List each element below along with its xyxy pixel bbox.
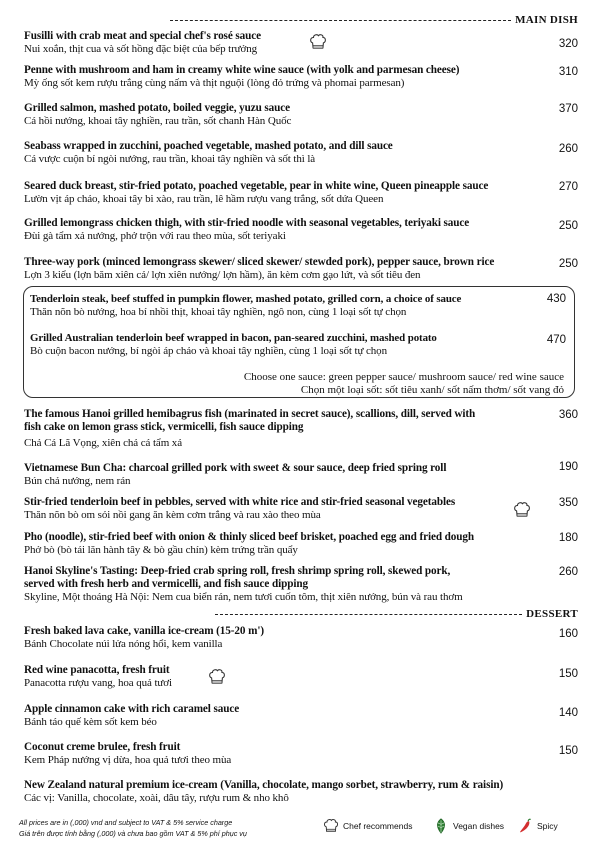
menu-item [24,496,578,522]
dessert-title: DESSERT [526,608,578,620]
item-name-en: Seared duck breast, stir-fried potato, poached vegetable, pear in white wine, Queen pineapple sauce [24,180,489,192]
menu-item [24,180,578,206]
item-price: 370 [558,103,578,115]
menu-item [24,625,578,651]
item-name-en: Three-way pork (minced lemongrass skewer/ sliced skewer/ stewded pork), pepper sauce, brown rice [24,256,495,268]
menu-item [24,462,578,488]
menu-item [24,140,578,166]
item-price: 190 [558,461,578,473]
item-name-vi: Panacotta rượu vang, hoa quả tươi [24,677,172,689]
legend-label: Spicy [537,821,558,831]
item-price: 250 [558,258,578,270]
item-name-vi: Cá vược cuộn bí ngòi nướng, rau trần, khoai tây nghiền và sốt thì là [24,153,316,165]
item-name-vi: Lợn 3 kiểu (lợn băm xiên cả/ lợn xiên nướng/ lợn hầm), ăn kèm cơm gạo lứt, và sốt tiêu đen [24,269,421,281]
item-name-vi: Mỳ ống sốt kem rượu trắng cùng nấm và thịt nguội (lòng đỏ trứng và phomai parmesan) [24,77,405,89]
item-name-vi: Phở bò (bò tái lăn hành tây & bò gầu chín) kèm trứng trần quẩy [24,544,298,556]
legend-label: Chef recommends [343,821,413,831]
chef-hat-icon [323,818,339,834]
item-name-en: Pho (noodle), stir-fried beef with onion & thinly sliced beef brisket, poached egg and fried dough [24,531,475,543]
item-price: 310 [558,66,578,78]
item-name-en-cont: served with fresh herb and vermicelli, and fish sauce dipping [24,578,308,590]
item-name-en: Stir-fried tenderloin beef in pebbles, served with white rice and stir-fried seasonal vegetables [24,496,456,508]
item-name-vi: Cá hồi nướng, khoai tây nghiền, rau trần, sốt chanh Hàn Quốc [24,115,292,127]
item-name-vi: Thăn nõn bò om sỏi nồi gang ăn kèm cơm trắng và rau xào theo mùa [24,509,321,521]
item-name-vi: Skyline, Một thoáng Hà Nội: Nem cua biển rán, nem tươi cuốn tôm, thịt xiên nướng, bún và rau thơm [24,591,463,603]
item-price: 270 [558,181,578,193]
chef-hat-icon [513,501,531,519]
menu-item [24,30,578,56]
item-name-vi: Bánh Chocolate núi lửa nóng hổi, kem vanilla [24,638,223,650]
dashed-divider [170,20,511,21]
item-name-vi: Bánh táo quế kèm sốt kem béo [24,716,157,728]
item-price: 320 [558,38,578,50]
item-name-en-cont: fish cake on lemon grass stick, vermicelli, fish sauce dipping [24,421,304,433]
item-name-vi: Các vị: Vanilla, chocolate, xoài, dâu tây, rượu rum & nho khô [24,792,289,804]
menu-item [24,531,578,557]
price-note-vi: Giá trên được tính bằng (,000) và chưa bao gồm VAT & 5% phí phục vụ [19,829,247,838]
sauce-choice-en: Choose one sauce: green pepper sauce/ mushroom sauce/ red wine sauce [243,371,564,383]
legend-vegan [433,818,504,834]
legend-spicy [517,818,558,834]
item-name-vi: Chả Cá Lã Vọng, xiên chả cá tẩm xả [24,437,182,449]
item-name-vi: Bún chả nướng, nem rán [24,475,131,487]
menu-item [24,408,578,450]
beef-selection-box [23,286,575,398]
main-dish-title: MAIN DISH [515,14,578,26]
item-price: 140 [558,707,578,719]
item-price: 260 [558,143,578,155]
item-name-en: Grilled salmon, mashed potato, boiled veggie, yuzu sauce [24,102,291,114]
leaf-icon [433,818,449,834]
item-name-vi: Thăn nõn bò nướng, hoa bí nhồi thịt, khoai tây nghiền, ngô non, cùng 1 loại sốt tự chọn [30,306,407,318]
item-price: 250 [558,220,578,232]
chili-icon [517,818,533,834]
price-note [19,817,247,839]
item-name-en: Vietnamese Bun Cha: charcoal grilled pork with sweet & sour sauce, deep fried spring roll [24,462,447,474]
menu-item [24,102,578,128]
main-dish-header [170,13,578,27]
menu-item [24,779,578,805]
chef-hat-icon [208,668,226,686]
item-name-en: Tenderloin steak, beef stuffed in pumpkin flower, mashed potato, grilled corn, a choice of sauce [30,293,462,305]
item-name-vi: Lườn vịt áp chảo, khoai tây bi xào, rau trần, lê hầm rượu vang trắng, sốt dứa Queen [24,193,384,205]
item-name-vi: Kem Pháp nướng vị dừa, hoa quả tươi theo mùa [24,754,232,766]
item-name-en: Coconut creme brulee, fresh fruit [24,741,181,753]
item-name-vi: Nui xoắn, thịt cua và sốt hồng đặc biệt của bếp trưởng [24,43,258,55]
item-name-vi: Đùi gà tẩm xả nướng, phở trộn với rau theo mùa, sốt teriyaki [24,230,286,242]
item-price: 430 [546,293,566,305]
menu-item [24,256,578,282]
item-name-en: Fusilli with crab meat and special chef's rosé sauce [24,30,261,42]
menu-item [24,741,578,767]
item-price: 150 [558,745,578,757]
item-name-en: Grilled Australian tenderloin beef wrapped in bacon, pan-seared zucchini, mashed potato [30,332,437,344]
item-price: 150 [558,668,578,680]
menu-item [24,217,578,243]
item-price: 180 [558,532,578,544]
menu-item [24,64,578,90]
menu-item [24,565,578,604]
menu-item [24,664,578,690]
item-name-en: Fresh baked lava cake, vanilla ice-cream (15-20 m') [24,625,264,637]
item-name-en: Apple cinnamon cake with rich caramel sauce [24,703,240,715]
item-name-en: Red wine panacotta, fresh fruit [24,664,170,676]
item-price: 360 [558,409,578,421]
sauce-choice-vi: Chọn một loại sốt: sốt tiêu xanh/ sốt nấm thơm/ sốt vang đỏ [300,384,564,396]
item-name-en: The famous Hanoi grilled hemibagrus fish (marinated in secret sauce), scallions, dill, served with [24,408,476,420]
dessert-header [215,607,578,621]
dashed-divider [215,614,522,615]
item-price: 260 [558,566,578,578]
item-name-en: Penne with mushroom and ham in creamy white wine sauce (with yolk and parmesan cheese) [24,64,460,76]
menu-item [30,293,566,319]
item-name-en: Seabass wrapped in zucchini, poached vegetable, mashed potato, and dill sauce [24,140,393,152]
price-note-en: All prices are in (,000) vnd and subject to VAT & 5% service charge [19,818,233,827]
legend-label: Vegan dishes [453,821,505,831]
menu-item [30,332,566,358]
item-price: 350 [558,497,578,509]
menu-item [24,703,578,729]
item-name-en: Hanoi Skyline's Tasting: Deep-fried crab spring roll, fresh shrimp spring roll, skewed pork, [24,565,451,577]
item-name-vi: Bò cuộn bacon nướng, bí ngòi áp chảo và khoai tây nghiền, cùng 1 loại sốt tự chọn [30,345,387,357]
item-price: 160 [558,628,578,640]
chef-hat-icon [309,33,327,51]
item-name-en: New Zealand natural premium ice-cream (Vanilla, chocolate, mango sorbet, strawberry, rum & raisin) [24,779,504,791]
item-name-en: Grilled lemongrass chicken thigh, with stir-fried noodle with seasonal vegetables, teriyaki sauce [24,217,470,229]
legend-chef [323,818,412,834]
item-price: 470 [546,334,566,346]
